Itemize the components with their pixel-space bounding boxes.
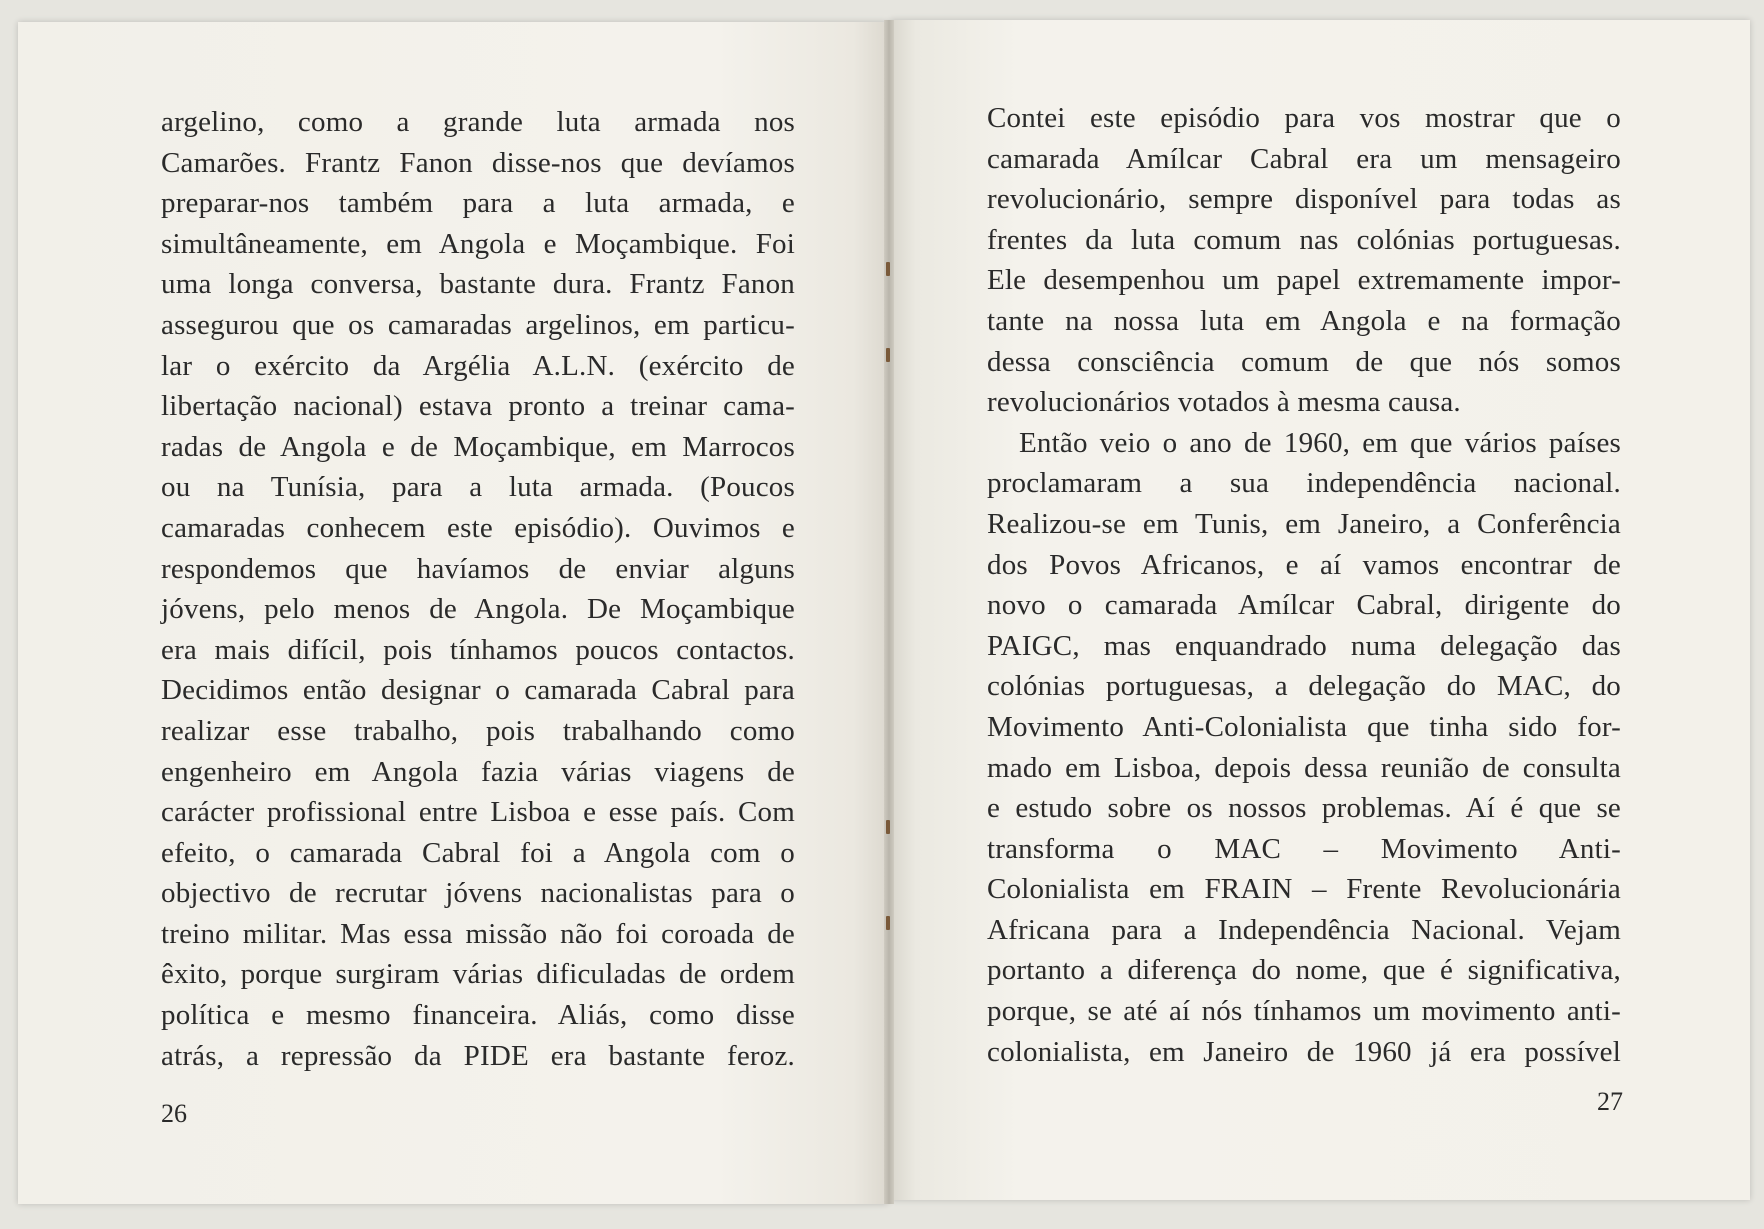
left-page-text <box>161 102 795 1076</box>
text-line: respondemos que havíamos de enviar alguns <box>161 552 795 585</box>
staple-mark <box>886 820 890 834</box>
text-line: ou na Tunísia, para a luta armada. (Poucos <box>161 471 795 504</box>
text-line: Decidimos então designar o camarada Cabral para <box>161 674 795 707</box>
staple-mark <box>886 348 890 362</box>
text-line: Africana para a Independência Nacional. Vejam <box>987 913 1621 946</box>
page-number-right: 27 <box>1597 1087 1623 1116</box>
text-line: colónias portuguesas, a delegação do MAC, do <box>987 670 1621 703</box>
text-line: simultâneamente, em Angola e Moçambique. Foi <box>161 227 795 260</box>
text-line: Camarões. Frantz Fanon disse-nos que devíamos <box>161 146 795 179</box>
text-line: proclamaram a sua independência nacional. <box>987 467 1621 500</box>
text-line: Então veio o ano de 1960, em que vários países <box>1019 426 1621 459</box>
text-line: dos Povos Africanos, e aí vamos encontrar de <box>987 548 1621 581</box>
text-line: jóvens, pelo menos de Angola. De Moçambique <box>161 593 795 626</box>
right-page-text <box>987 98 1621 1072</box>
text-line: argelino, como a grande luta armada nos <box>161 106 795 138</box>
text-line: assegurou que os camaradas argelinos, em particu- <box>161 308 795 341</box>
book-gutter <box>884 20 894 1204</box>
text-line: Movimento Anti-Colonialista que tinha sido for- <box>987 710 1621 743</box>
text-line: lar o exército da Argélia A.L.N. (exército de <box>161 349 795 382</box>
staple-mark <box>886 916 890 930</box>
text-line: carácter profissional entre Lisboa e esse país. Com <box>161 796 795 829</box>
text-line: camarada Amílcar Cabral era um mensageiro <box>987 142 1621 175</box>
text-line: revolucionários votados à mesma causa. <box>987 386 1461 419</box>
text-line: efeito, o camarada Cabral foi a Angola com o <box>161 836 795 869</box>
text-line: mado em Lisboa, depois dessa reunião de consulta <box>987 751 1621 784</box>
text-line: porque, se até aí nós tínhamos um movimento anti- <box>987 995 1621 1028</box>
text-line: atrás, a repressão da PIDE era bastante feroz. <box>161 1039 795 1072</box>
text-line: tante na nossa luta em Angola e na formação <box>987 304 1621 337</box>
text-line: radas de Angola e de Moçambique, em Marrocos <box>161 430 795 463</box>
text-line: preparar-nos também para a luta armada, e <box>161 187 795 220</box>
text-line: treino militar. Mas essa missão não foi coroada de <box>161 917 795 950</box>
text-line: camaradas conhecem este episódio). Ouvimos e <box>161 511 795 544</box>
text-line: PAIGC, mas enquandrado numa delegação das <box>987 629 1621 662</box>
text-line: frentes da luta comum nas colónias portuguesas. <box>987 223 1621 256</box>
text-line: transforma o MAC – Movimento Anti- <box>987 832 1621 865</box>
text-line: realizar esse trabalho, pois trabalhando como <box>161 714 795 747</box>
text-line: portanto a diferença do nome, que é significativa, <box>987 954 1621 987</box>
text-line: era mais difícil, pois tínhamos poucos contactos. <box>161 633 795 666</box>
staple-mark <box>886 262 890 276</box>
text-line: engenheiro em Angola fazia várias viagens de <box>161 755 795 788</box>
text-line: revolucionário, sempre disponível para todas as <box>987 183 1621 216</box>
text-line: Colonialista em FRAIN – Frente Revolucionária <box>987 873 1621 906</box>
text-line: política e mesmo financeira. Aliás, como disse <box>161 999 795 1032</box>
text-line: e estudo sobre os nossos problemas. Aí é que se <box>987 792 1621 825</box>
text-line: dessa consciência comum de que nós somos <box>987 345 1621 378</box>
text-line: Realizou-se em Tunis, em Janeiro, a Conferência <box>987 507 1621 540</box>
text-line: objectivo de recrutar jóvens nacionalistas para o <box>161 877 795 910</box>
text-line: novo o camarada Amílcar Cabral, dirigente do <box>987 589 1621 622</box>
page-number-left: 26 <box>161 1099 187 1128</box>
text-line: libertação nacional) estava pronto a treinar cama- <box>161 390 795 423</box>
text-line: Ele desempenhou um papel extremamente impor- <box>987 264 1621 297</box>
text-line: colonialista, em Janeiro de 1960 já era possível <box>987 1035 1621 1068</box>
text-line: uma longa conversa, bastante dura. Frantz Fanon <box>161 268 795 301</box>
text-line: êxito, porque surgiram várias dificuladas de ordem <box>161 958 795 991</box>
text-line: Contei este episódio para vos mostrar que o <box>987 102 1621 134</box>
